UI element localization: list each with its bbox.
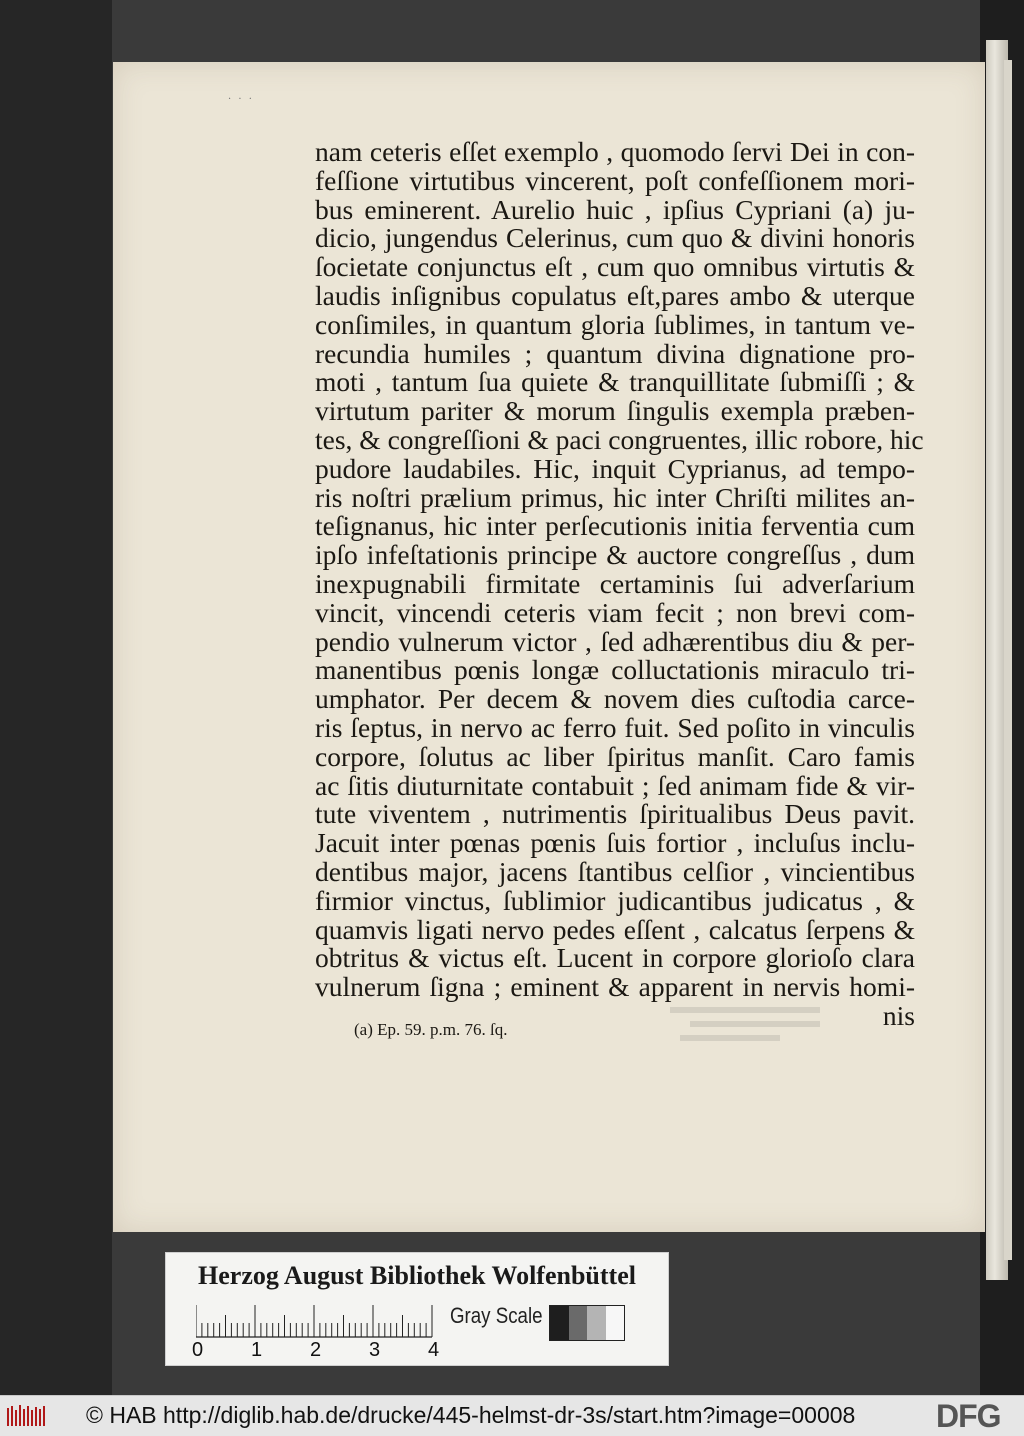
text-line: obtritus & victus eſt. Lucent in corpore glorioſo clara: [315, 942, 915, 974]
gray-scale-label: Gray Scale: [450, 1303, 543, 1328]
text-line: tute viventem , nutrimentis ſpiritualibus Deus pavit.: [315, 798, 915, 830]
text-line: laudis inſignibus copulatus eſt,pares ambo & uterque: [315, 279, 915, 311]
text-line: ac ſitis diuturnitate contabuit ; ſed animam fide & vir-: [315, 769, 915, 801]
text-line: ipſo infeſtationis principe & auctore congreſſus , dum: [315, 539, 915, 571]
text-line: Jacuit inter pœnas pœnis ſuis fortior , incluſus inclu-: [315, 827, 915, 859]
text-line: pendio vulnerum victor , ſed adhærentibus diu & per-: [315, 625, 915, 657]
ruler-number: 0: [192, 1339, 204, 1361]
text-line: dentibus major, jacens ſtantibus celſior , vincientibus: [315, 855, 915, 887]
text-line: dicio, jungendus Celerinus, cum quo & divini honoris: [315, 222, 915, 254]
text-line: moti , tantum ſua quiete & tranquillitate ſubmiſſi ; &: [315, 366, 915, 398]
body-text: [315, 136, 924, 1031]
bleed-through-text: [670, 1005, 830, 1045]
text-line: ris noſtri prælium primus, hic inter Chriſti milites an-: [315, 481, 915, 513]
text-line: quamvis ligati nervo pedes eſſent , calcatus ſerpens &: [315, 913, 915, 945]
text-line: conſimiles, in quantum gloria ſublimes, in tantum ve-: [315, 308, 915, 340]
text-line: nam ceteris eſſet exemplo , quomodo ſervi Dei in con-: [315, 136, 915, 167]
text-line: corpore, ſolutus ac liber ſpiritus manſit. Caro famis: [315, 740, 915, 772]
copyright-url-link[interactable]: © HAB http://diglib.hab.de/drucke/445-helmst-dr-3s/start.htm?image=00008: [86, 1402, 856, 1428]
ruler-number: 3: [369, 1339, 381, 1361]
viewer-footer: [0, 1395, 1024, 1436]
text-line: manentibus pœnis longæ colluctationis miraculo tri-: [315, 654, 915, 686]
text-line: ſocietate conjunctus eſt , cum quo omnibus virtutis &: [315, 251, 915, 283]
text-line: tes, & congreſſioni & paci congruentes, illic robore, hic: [315, 423, 924, 455]
text-line: firmior vinctus, ſublimior judicantibus judicatus , &: [315, 884, 915, 916]
text-line: recundia humiles ; quantum divina dignatione pro-: [315, 337, 915, 369]
page-specks: · · ·: [228, 94, 254, 105]
footnote: (a) Ep. 59. p.m. 76. ſq.: [354, 1020, 508, 1039]
text-line: pudore laudabiles. Hic, inquit Cyprianus, ad tempo-: [315, 452, 915, 484]
text-line: vulnerum ſigna ; eminent & apparent in nervis homi-: [315, 971, 915, 1003]
ruler-number: 4: [428, 1339, 440, 1361]
gray-scale-swatch: [549, 1305, 625, 1341]
color-calibration-card: [165, 1252, 669, 1366]
ruler-number: 2: [310, 1339, 322, 1361]
text-line: umphator. Per decem & novem dies cuſtodia carce-: [315, 683, 915, 715]
scan-background-left: [0, 0, 112, 1395]
text-line: ris ſeptus, in nervo ac ferro fuit. Sed poſito in vinculis: [315, 711, 915, 743]
ruler-numbers: [188, 1339, 448, 1363]
text-line: virtutum pariter & morum ſingulis exempla præben-: [315, 395, 915, 427]
adjacent-page-edge-inner: [1004, 60, 1012, 1260]
ruler-number: 1: [251, 1339, 263, 1361]
text-line: teſignanus, hic inter perſecutionis initia ferventia cum: [315, 510, 915, 542]
text-line: bus eminerent. Aurelio huic , ipſius Cypriani (a) ju-: [315, 193, 915, 225]
text-line: feſſione virtutibus vincerent, poſt confeſſionem mori-: [315, 164, 915, 196]
text-line: vincit, vincendi ceteris viam fecit ; non brevi com-: [315, 596, 915, 628]
hab-logo-icon: [6, 1404, 46, 1428]
ruler-scale: [196, 1303, 436, 1339]
catchword: nis: [882, 999, 915, 1031]
text-line: inexpugnabili firmitate certaminis ſui adverſarium: [315, 567, 915, 599]
card-title: Herzog August Bibliothek Wolfenbüttel: [198, 1261, 636, 1290]
dfg-logo: DFG: [936, 1398, 1001, 1434]
